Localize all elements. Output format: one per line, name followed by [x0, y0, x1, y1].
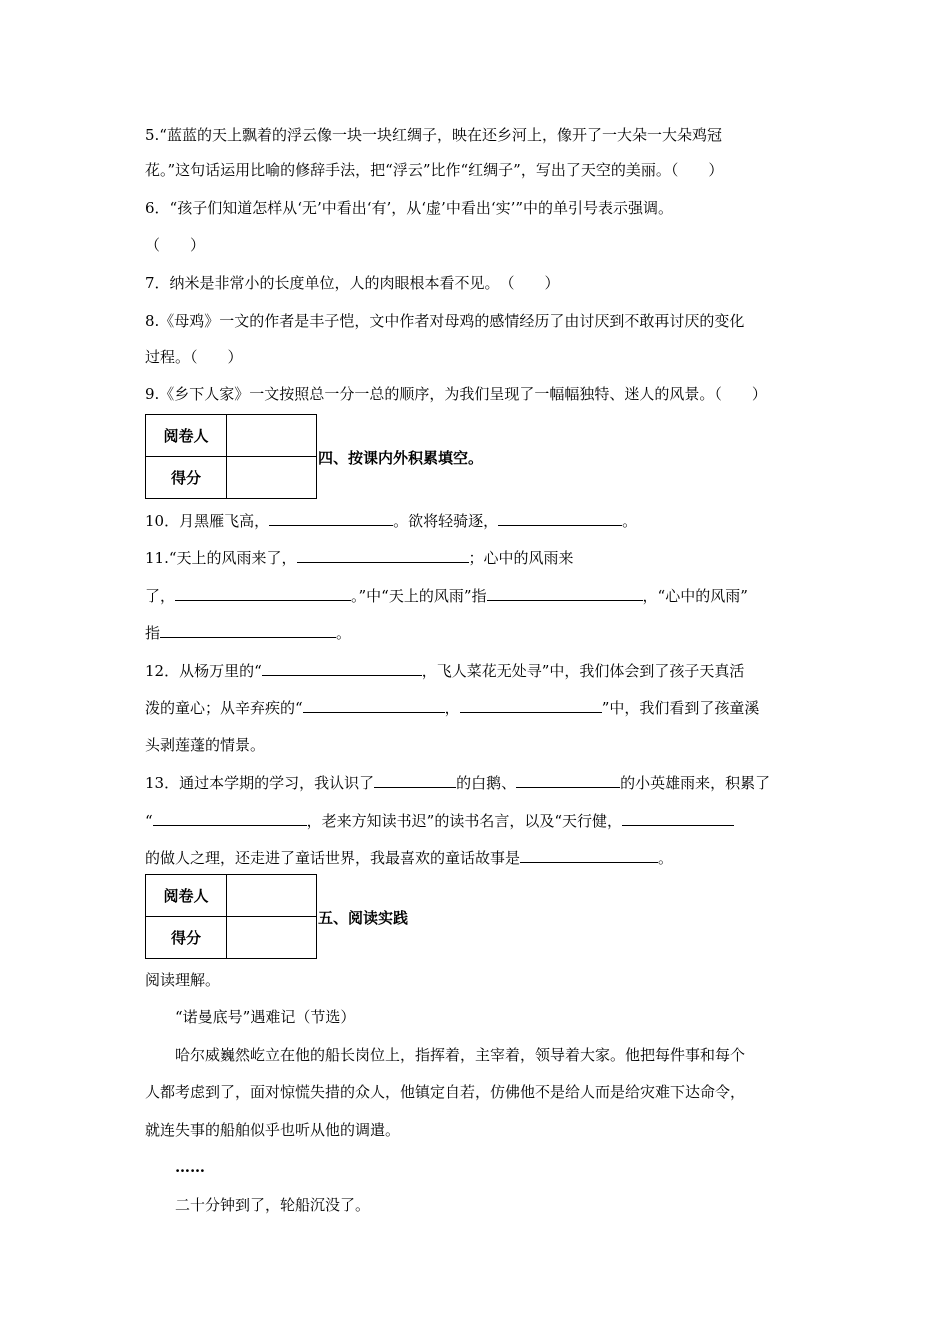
q12-line3: 头剥莲蓬的情景。 [145, 736, 266, 754]
q5-line2: 花。”这句话运用比喻的修辞手法，把“浮云”比作“红绸子”，写出了天空的美丽。（ ） [145, 161, 724, 179]
grader-cell [227, 415, 317, 457]
fill-blank[interactable] [520, 847, 658, 863]
q10-line: 10．月黑雁飞高， 。欲将轻骑逐， 。 [145, 512, 638, 530]
grader-label: 阅卷人 [146, 415, 227, 457]
grader-cell [227, 875, 317, 917]
reading-ellipsis: …… [175, 1158, 205, 1176]
fill-blank[interactable] [269, 510, 393, 526]
fill-blank[interactable] [460, 697, 602, 713]
q13-line2: “ ，老来方知读书迟”的读书名言，以及“天行健， [145, 810, 734, 831]
q5-line1: 5.“蓝蓝的天上飘着的浮云像一块一块红绸子，映在还乡河上，像开了一大朵一大朵鸡冠 [145, 126, 722, 144]
q6-line2: （ ） [145, 236, 206, 254]
score-cell [227, 457, 317, 499]
reading-p1-line1: 哈尔威巍然屹立在他的船长岗位上，指挥着，主宰着，领导着大家。他把每件事和每个 [175, 1046, 746, 1064]
section4-score-table [145, 414, 317, 499]
score-cell [227, 917, 317, 959]
reading-p2: 二十分钟到了，轮船沉没了。 [175, 1196, 371, 1214]
q6-line1: 6．“孩子们知道怎样从‘无’中看出‘有’，从‘虚’中看出‘实’”中的单引号表示强调。 [145, 199, 674, 217]
fill-blank[interactable] [153, 810, 307, 826]
grader-label: 阅卷人 [146, 875, 227, 917]
fill-blank[interactable] [297, 547, 469, 563]
fill-blank[interactable] [487, 585, 643, 601]
fill-blank[interactable] [516, 772, 620, 788]
q13-line1: 13．通过本学期的学习，我认识了 的白鹅、 的小英雄雨来，积累了 [145, 774, 771, 792]
fill-blank[interactable] [303, 697, 445, 713]
fill-blank[interactable] [498, 510, 622, 526]
q8-line2: 过程。（ ） [145, 348, 243, 366]
score-label: 得分 [146, 457, 227, 499]
score-label: 得分 [146, 917, 227, 959]
q12-line2: 泼的童心；从辛弃疾的“ ， ”中，我们看到了孩童溪 [145, 699, 760, 717]
fill-blank[interactable] [374, 772, 456, 788]
q12-line1: 12．从杨万里的“ ，飞人菜花无处寻”中，我们体会到了孩子天真活 [145, 662, 745, 680]
reading-p1-line2: 人都考虑到了，面对惊慌失措的众人，他镇定自若，仿佛他不是给人而是给灾难下达命令， [145, 1083, 746, 1101]
q13-line3: 的做人之理，还走进了童话世界，我最喜欢的童话故事是 。 [145, 849, 674, 867]
q8-line1: 8.《母鸡》一文的作者是丰子恺，文中作者对母鸡的感情经历了由讨厌到不敢再讨厌的变化 [145, 312, 745, 330]
q11-line3: 指 。 [145, 624, 352, 642]
q9-line1: 9.《乡下人家》一文按照总一分一总的顺序，为我们呈现了一幅幅独特、迷人的风景。（ ） [145, 385, 767, 403]
q7-line1: 7．纳米是非常小的长度单位，人的肉眼根本看不见。 （ ） [145, 274, 560, 292]
fill-blank[interactable] [622, 810, 734, 826]
section5-title: 五、阅读实践 [318, 909, 409, 927]
reading-p1-line3: 就连失事的船舶似乎也听从他的调遣。 [145, 1121, 401, 1139]
q11-line2: 了， 。”中“天上的风雨”指 ，“心中的风雨” [145, 587, 748, 605]
fill-blank[interactable] [160, 622, 336, 638]
q11-line1: 11.“天上的风雨来了， ；心中的风雨来 [145, 549, 574, 567]
fill-blank[interactable] [175, 585, 351, 601]
section4-title: 四、按课内外积累填空。 [318, 449, 484, 467]
reading-intro: 阅读理解。 [145, 971, 221, 989]
section5-score-table [145, 874, 317, 959]
reading-title: “诺曼底号”遇难记（节选） [175, 1008, 356, 1026]
fill-blank[interactable] [262, 660, 422, 676]
